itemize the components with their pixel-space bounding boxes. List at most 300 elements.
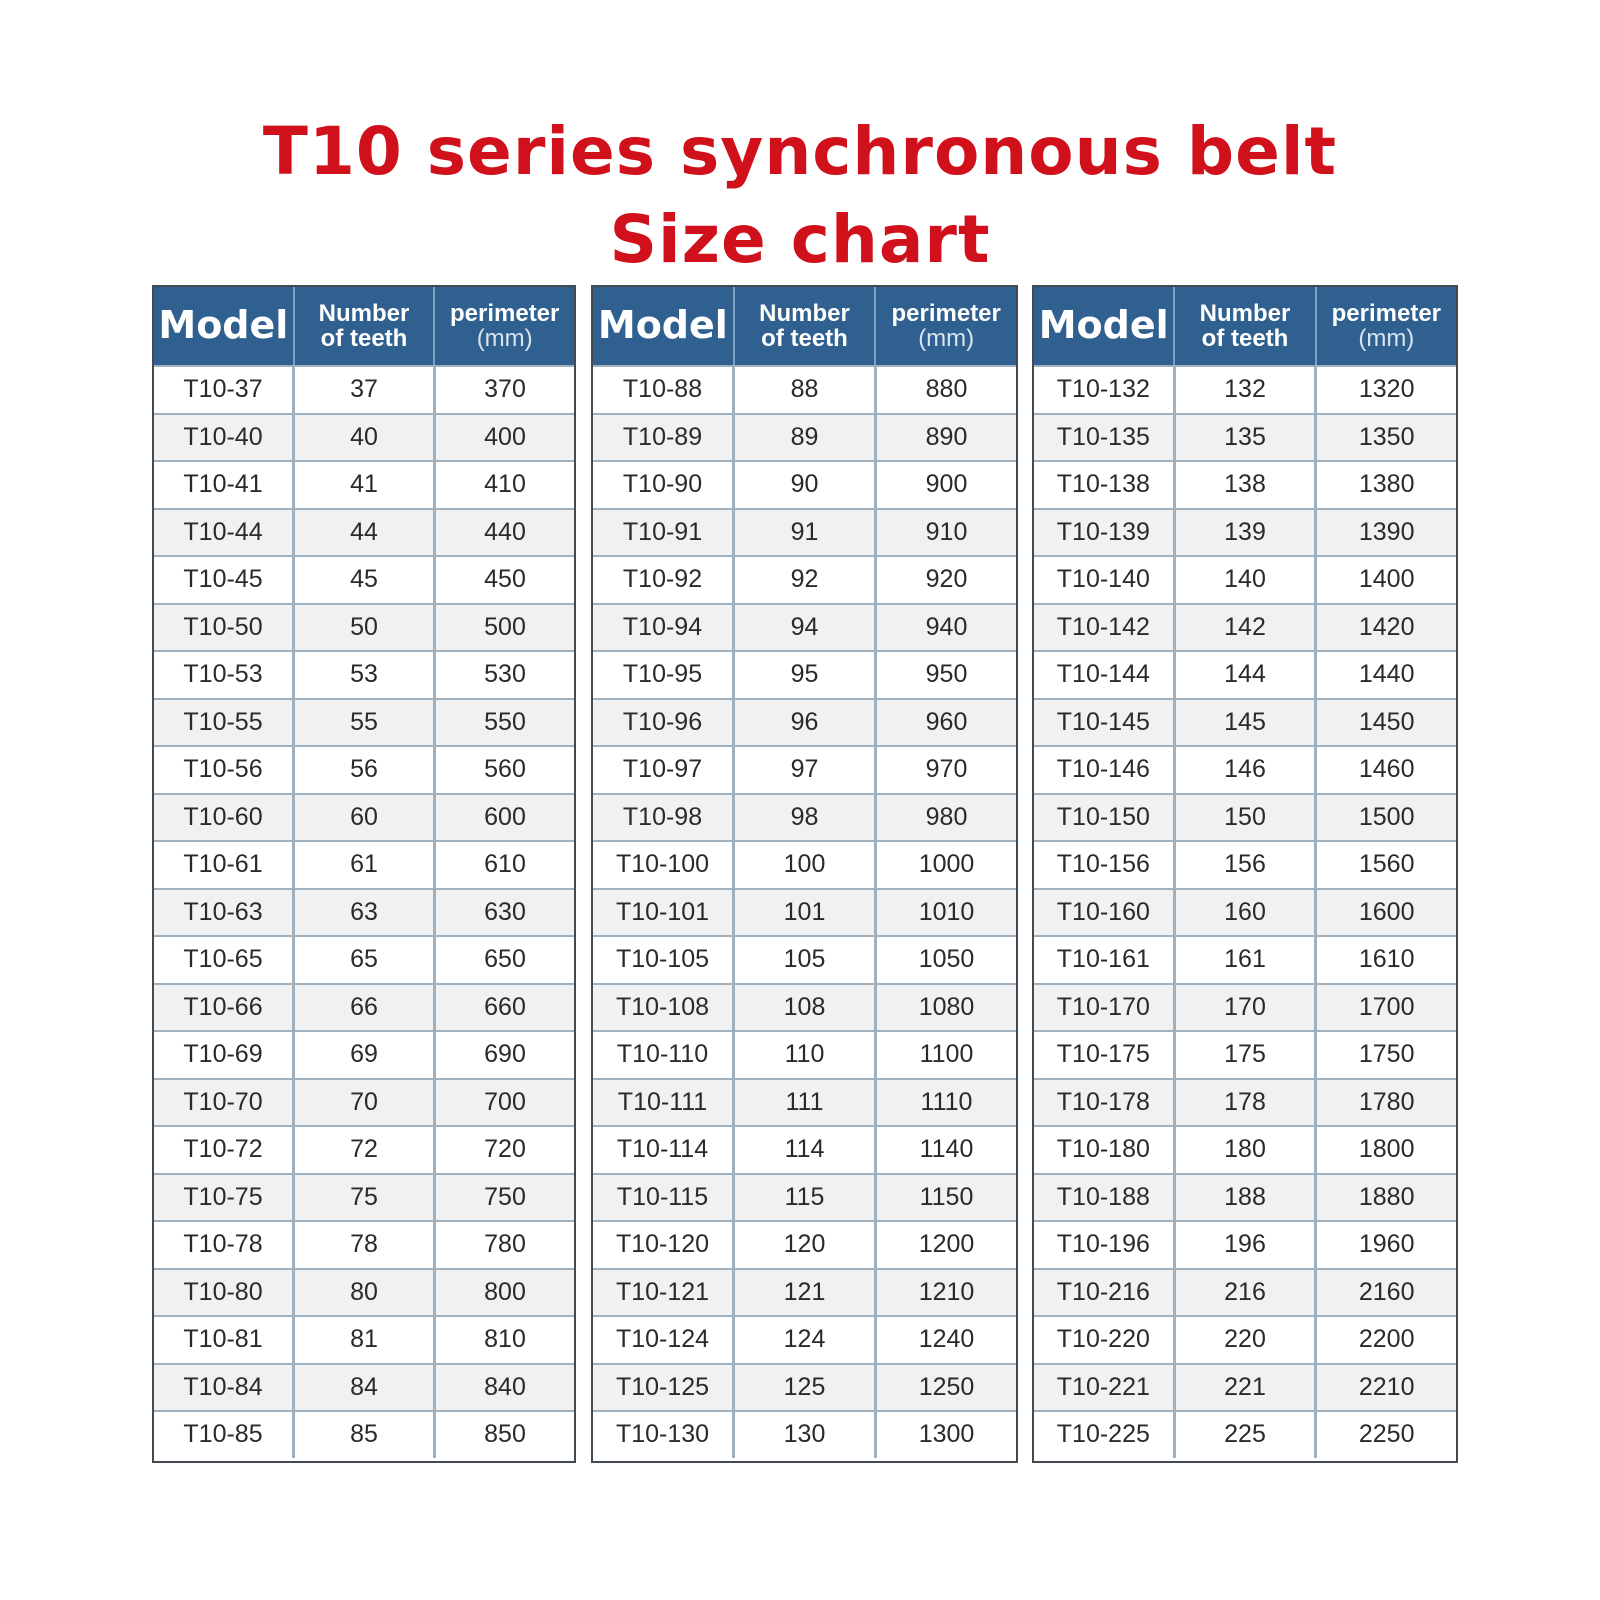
cell-model: T10-97 [593, 747, 735, 793]
cell-model: T10-130 [593, 1412, 735, 1458]
table-row [154, 460, 574, 508]
cell-model: T10-221 [1034, 1365, 1176, 1411]
cell-teeth: 145 [1176, 700, 1318, 746]
table-row [593, 365, 1016, 413]
cell-model: T10-146 [1034, 747, 1176, 793]
table-row [154, 365, 574, 413]
table-row [593, 1220, 1016, 1268]
cell-perimeter: 1600 [1358, 897, 1415, 926]
cell-teeth: 111 [735, 1080, 877, 1126]
table-row [154, 508, 574, 556]
cell-teeth: 92 [735, 557, 877, 603]
cell-model: T10-156 [1034, 842, 1176, 888]
cell-teeth: 160 [1176, 890, 1318, 936]
table-row [1034, 1220, 1456, 1268]
cell-teeth: 98 [735, 795, 877, 841]
cell-model: T10-142 [1034, 605, 1176, 651]
cell-perimeter: 450 [484, 565, 526, 594]
cell-perimeter: 610 [484, 850, 526, 879]
cell-model: T10-95 [593, 652, 735, 698]
table-row [593, 555, 1016, 603]
cell-teeth: 121 [735, 1270, 877, 1316]
cell-model: T10-132 [1034, 367, 1176, 413]
cell-model: T10-75 [154, 1175, 295, 1221]
cell-teeth: 85 [295, 1412, 436, 1458]
table-row [593, 888, 1016, 936]
table-row [154, 1315, 574, 1363]
cell-teeth: 63 [295, 890, 436, 936]
header-perimeter-unit: (mm) [1358, 325, 1415, 352]
cell-perimeter: 1320 [1358, 375, 1415, 404]
cell-teeth: 45 [295, 557, 436, 603]
header-perimeter-line1: perimeter [449, 299, 560, 327]
cell-model: T10-180 [1034, 1127, 1176, 1173]
table-row [593, 935, 1016, 983]
cell-perimeter: 1960 [1358, 1230, 1415, 1259]
cell-teeth: 142 [1176, 605, 1318, 651]
table-row [154, 603, 574, 651]
table-row [593, 1315, 1016, 1363]
cell-teeth: 115 [735, 1175, 877, 1221]
cell-perimeter: 1880 [1358, 1182, 1415, 1211]
cell-model: T10-124 [593, 1317, 735, 1363]
cell-perimeter: 410 [484, 470, 526, 499]
header-teeth-line1: Number [318, 299, 410, 327]
table-row [154, 983, 574, 1031]
header-perimeter [876, 287, 1016, 365]
cell-perimeter: 1100 [919, 1040, 974, 1069]
header-teeth-line1: Number [1199, 299, 1291, 327]
cell-model: T10-41 [154, 462, 295, 508]
table-row [1034, 1410, 1456, 1458]
cell-model: T10-66 [154, 985, 295, 1031]
cell-perimeter: 1450 [1358, 707, 1415, 736]
table-row [154, 1173, 574, 1221]
table-row [1034, 650, 1456, 698]
table-body [1034, 365, 1456, 1458]
table-row [154, 1363, 574, 1411]
table-row [154, 413, 574, 461]
cell-model: T10-150 [1034, 795, 1176, 841]
cell-teeth: 144 [1176, 652, 1318, 698]
table-row [1034, 840, 1456, 888]
cell-teeth: 55 [295, 700, 436, 746]
table-row [1034, 888, 1456, 936]
cell-perimeter: 1380 [1358, 470, 1415, 499]
cell-perimeter: 1000 [918, 850, 975, 879]
table-row [1034, 1125, 1456, 1173]
cell-teeth: 84 [295, 1365, 436, 1411]
cell-perimeter: 1440 [1358, 660, 1415, 689]
cell-perimeter: 900 [925, 470, 968, 499]
cell-model: T10-216 [1034, 1270, 1176, 1316]
table-row [1034, 603, 1456, 651]
cell-perimeter: 720 [484, 1135, 526, 1164]
table-row [1034, 1363, 1456, 1411]
cell-model: T10-69 [154, 1032, 295, 1078]
cell-model: T10-84 [154, 1365, 295, 1411]
header-perimeter [1317, 287, 1456, 365]
cell-perimeter: 1210 [918, 1277, 975, 1306]
table-row [1034, 793, 1456, 841]
cell-model: T10-139 [1034, 510, 1176, 556]
cell-perimeter: 960 [925, 707, 968, 736]
cell-model: T10-170 [1034, 985, 1176, 1031]
cell-teeth: 225 [1176, 1412, 1318, 1458]
cell-perimeter: 1500 [1358, 802, 1415, 831]
cell-model: T10-72 [154, 1127, 295, 1173]
table-row [154, 793, 574, 841]
cell-perimeter: 940 [925, 612, 968, 641]
header-teeth-line2: of teeth [761, 325, 848, 352]
table-row [593, 460, 1016, 508]
cell-teeth: 90 [735, 462, 877, 508]
cell-perimeter: 970 [925, 755, 968, 784]
cell-teeth: 138 [1176, 462, 1318, 508]
cell-teeth: 170 [1176, 985, 1318, 1031]
cell-perimeter: 1080 [918, 992, 975, 1021]
table-row [593, 603, 1016, 651]
cell-perimeter: 550 [484, 707, 526, 736]
cell-teeth: 156 [1176, 842, 1318, 888]
cell-model: T10-110 [593, 1032, 735, 1078]
cell-model: T10-78 [154, 1222, 295, 1268]
cell-perimeter: 1420 [1358, 612, 1415, 641]
cell-perimeter: 1700 [1358, 992, 1415, 1021]
cell-model: T10-145 [1034, 700, 1176, 746]
header-perimeter [435, 287, 574, 365]
cell-model: T10-80 [154, 1270, 295, 1316]
cell-teeth: 60 [295, 795, 436, 841]
cell-perimeter: 2160 [1358, 1277, 1415, 1306]
table-row [593, 1125, 1016, 1173]
cell-teeth: 110 [735, 1032, 877, 1078]
cell-teeth: 88 [735, 367, 877, 413]
cell-teeth: 66 [295, 985, 436, 1031]
cell-teeth: 146 [1176, 747, 1318, 793]
table-row [1034, 1078, 1456, 1126]
cell-perimeter: 950 [925, 660, 968, 689]
header-perimeter-unit: (mm) [918, 325, 975, 352]
cell-perimeter: 780 [484, 1230, 526, 1259]
cell-model: T10-161 [1034, 937, 1176, 983]
table-row [593, 840, 1016, 888]
cell-teeth: 188 [1176, 1175, 1318, 1221]
cell-model: T10-140 [1034, 557, 1176, 603]
cell-perimeter: 850 [484, 1420, 526, 1449]
cell-model: T10-144 [1034, 652, 1176, 698]
cell-model: T10-138 [1034, 462, 1176, 508]
cell-teeth: 89 [735, 415, 877, 461]
table-row [154, 650, 574, 698]
cell-perimeter: 1140 [919, 1135, 974, 1164]
cell-model: T10-178 [1034, 1080, 1176, 1126]
cell-teeth: 56 [295, 747, 436, 793]
cell-perimeter: 700 [484, 1087, 526, 1116]
table-row [593, 650, 1016, 698]
cell-teeth: 61 [295, 842, 436, 888]
cell-teeth: 72 [295, 1127, 436, 1173]
cell-model: T10-175 [1034, 1032, 1176, 1078]
cell-teeth: 70 [295, 1080, 436, 1126]
cell-teeth: 100 [735, 842, 877, 888]
cell-perimeter: 630 [484, 897, 526, 926]
cell-model: T10-81 [154, 1317, 295, 1363]
cell-perimeter: 1200 [918, 1230, 975, 1259]
cell-perimeter: 2250 [1358, 1420, 1415, 1449]
cell-perimeter: 1560 [1358, 850, 1415, 879]
cell-teeth: 139 [1176, 510, 1318, 556]
cell-model: T10-60 [154, 795, 295, 841]
header-model: Model [154, 287, 295, 365]
cell-model: T10-50 [154, 605, 295, 651]
cell-perimeter: 690 [484, 1040, 526, 1069]
cell-model: T10-196 [1034, 1222, 1176, 1268]
cell-teeth: 53 [295, 652, 436, 698]
cell-model: T10-44 [154, 510, 295, 556]
header-perimeter-line1: perimeter [891, 299, 1001, 327]
cell-perimeter: 1250 [918, 1372, 975, 1401]
cell-perimeter: 750 [484, 1182, 526, 1211]
table-header-row [154, 287, 574, 365]
cell-perimeter: 1350 [1358, 422, 1415, 451]
cell-model: T10-85 [154, 1412, 295, 1458]
header-model: Model [593, 287, 735, 365]
cell-model: T10-108 [593, 985, 735, 1031]
cell-teeth: 41 [295, 462, 436, 508]
cell-perimeter: 2200 [1358, 1325, 1415, 1354]
table-header-row [1034, 287, 1456, 365]
cell-teeth: 175 [1176, 1032, 1318, 1078]
table-row [1034, 1030, 1456, 1078]
cell-model: T10-225 [1034, 1412, 1176, 1458]
cell-model: T10-100 [593, 842, 735, 888]
table-row [154, 1030, 574, 1078]
cell-perimeter: 920 [925, 565, 968, 594]
cell-teeth: 101 [735, 890, 877, 936]
cell-perimeter: 1780 [1358, 1087, 1415, 1116]
header-teeth-line2: of teeth [320, 325, 408, 352]
cell-perimeter: 440 [484, 517, 526, 546]
cell-model: T10-89 [593, 415, 735, 461]
table-row [154, 935, 574, 983]
cell-perimeter: 1400 [1358, 565, 1415, 594]
cell-model: T10-65 [154, 937, 295, 983]
cell-teeth: 80 [295, 1270, 436, 1316]
table-row [154, 840, 574, 888]
table-row [593, 508, 1016, 556]
cell-perimeter: 600 [484, 802, 526, 831]
table-row [593, 413, 1016, 461]
cell-model: T10-135 [1034, 415, 1176, 461]
cell-model: T10-45 [154, 557, 295, 603]
cell-teeth: 140 [1176, 557, 1318, 603]
cell-teeth: 132 [1176, 367, 1318, 413]
cell-teeth: 216 [1176, 1270, 1318, 1316]
cell-model: T10-111 [593, 1080, 735, 1126]
cell-perimeter: 1010 [918, 897, 975, 926]
cell-teeth: 91 [735, 510, 877, 556]
cell-teeth: 221 [1176, 1365, 1318, 1411]
table-row [154, 698, 574, 746]
cell-perimeter: 910 [925, 517, 968, 546]
cell-perimeter: 530 [484, 660, 526, 689]
cell-model: T10-125 [593, 1365, 735, 1411]
cell-model: T10-188 [1034, 1175, 1176, 1221]
size-table-3 [1032, 285, 1458, 1463]
table-row [154, 1078, 574, 1126]
cell-perimeter: 1300 [918, 1420, 975, 1449]
cell-perimeter: 1800 [1358, 1135, 1415, 1164]
cell-model: T10-220 [1034, 1317, 1176, 1363]
table-row [154, 888, 574, 936]
size-table-2 [591, 285, 1018, 1463]
cell-model: T10-91 [593, 510, 735, 556]
cell-model: T10-37 [154, 367, 295, 413]
cell-model: T10-55 [154, 700, 295, 746]
cell-model: T10-115 [593, 1175, 735, 1221]
cell-model: T10-94 [593, 605, 735, 651]
page-subtitle: Size chart [609, 201, 991, 278]
table-row [1034, 1315, 1456, 1363]
cell-perimeter: 400 [484, 422, 526, 451]
cell-perimeter: 1240 [918, 1325, 975, 1354]
cell-perimeter: 810 [484, 1325, 526, 1354]
table-row [154, 745, 574, 793]
cell-model: T10-61 [154, 842, 295, 888]
table-row [1034, 365, 1456, 413]
cell-teeth: 130 [735, 1412, 877, 1458]
table-row [1034, 555, 1456, 603]
header-number-of-teeth [735, 287, 877, 365]
cell-model: T10-121 [593, 1270, 735, 1316]
cell-perimeter: 1110 [920, 1087, 973, 1116]
cell-perimeter: 800 [484, 1277, 526, 1306]
cell-model: T10-92 [593, 557, 735, 603]
cell-model: T10-114 [593, 1127, 735, 1173]
cell-teeth: 150 [1176, 795, 1318, 841]
table-row [1034, 698, 1456, 746]
cell-teeth: 37 [295, 367, 436, 413]
header-perimeter-unit: (mm) [476, 325, 533, 352]
cell-teeth: 97 [735, 747, 877, 793]
cell-teeth: 135 [1176, 415, 1318, 461]
cell-teeth: 220 [1176, 1317, 1318, 1363]
cell-teeth: 180 [1176, 1127, 1318, 1173]
cell-perimeter: 500 [484, 612, 526, 641]
cell-teeth: 161 [1176, 937, 1318, 983]
cell-perimeter: 1050 [918, 945, 975, 974]
table-row [1034, 1268, 1456, 1316]
table-row [593, 1030, 1016, 1078]
header-number-of-teeth [1175, 287, 1316, 365]
cell-teeth: 69 [295, 1032, 436, 1078]
cell-model: T10-70 [154, 1080, 295, 1126]
cell-model: T10-105 [593, 937, 735, 983]
cell-teeth: 108 [735, 985, 877, 1031]
table-header-row [593, 287, 1016, 365]
cell-teeth: 120 [735, 1222, 877, 1268]
cell-perimeter: 1390 [1358, 517, 1415, 546]
cell-model: T10-90 [593, 462, 735, 508]
cell-perimeter: 980 [925, 802, 968, 831]
table-row [593, 745, 1016, 793]
table-row [154, 1125, 574, 1173]
cell-model: T10-160 [1034, 890, 1176, 936]
cell-perimeter: 2210 [1358, 1372, 1415, 1401]
cell-model: T10-53 [154, 652, 295, 698]
cell-teeth: 94 [735, 605, 877, 651]
page-title: T10 series synchronous belt [262, 113, 1338, 190]
table-row [593, 1268, 1016, 1316]
cell-model: T10-120 [593, 1222, 735, 1268]
table-row [593, 1363, 1016, 1411]
table-row [154, 1410, 574, 1458]
table-row [593, 983, 1016, 1031]
cell-model: T10-101 [593, 890, 735, 936]
cell-teeth: 196 [1176, 1222, 1318, 1268]
cell-teeth: 81 [295, 1317, 436, 1363]
table-row [593, 1173, 1016, 1221]
cell-perimeter: 560 [484, 755, 526, 784]
cell-teeth: 105 [735, 937, 877, 983]
table-row [1034, 460, 1456, 508]
cell-perimeter: 1150 [919, 1182, 974, 1211]
cell-perimeter: 1460 [1358, 755, 1415, 784]
size-table-1 [152, 285, 576, 1463]
cell-teeth: 44 [295, 510, 436, 556]
cell-teeth: 114 [735, 1127, 877, 1173]
table-row [154, 555, 574, 603]
table-row [1034, 983, 1456, 1031]
cell-teeth: 65 [295, 937, 436, 983]
cell-perimeter: 650 [484, 945, 526, 974]
cell-teeth: 50 [295, 605, 436, 651]
cell-model: T10-96 [593, 700, 735, 746]
cell-teeth: 40 [295, 415, 436, 461]
table-body [593, 365, 1016, 1458]
cell-perimeter: 660 [484, 992, 526, 1021]
cell-model: T10-63 [154, 890, 295, 936]
cell-teeth: 95 [735, 652, 877, 698]
cell-teeth: 124 [735, 1317, 877, 1363]
header-teeth-line2: of teeth [1201, 325, 1289, 352]
table-row [1034, 413, 1456, 461]
table-row [1034, 1173, 1456, 1221]
table-row [154, 1268, 574, 1316]
table-row [593, 793, 1016, 841]
table-row [154, 1220, 574, 1268]
table-row [593, 1078, 1016, 1126]
header-model: Model [1034, 287, 1175, 365]
table-row [1034, 508, 1456, 556]
cell-model: T10-40 [154, 415, 295, 461]
table-row [1034, 745, 1456, 793]
table-row [593, 698, 1016, 746]
cell-perimeter: 1750 [1358, 1040, 1415, 1069]
table-body [154, 365, 574, 1458]
cell-teeth: 125 [735, 1365, 877, 1411]
cell-model: T10-98 [593, 795, 735, 841]
cell-perimeter: 880 [925, 375, 968, 404]
header-number-of-teeth [295, 287, 436, 365]
cell-model: T10-88 [593, 367, 735, 413]
cell-teeth: 78 [295, 1222, 436, 1268]
header-perimeter-line1: perimeter [1331, 299, 1442, 327]
table-row [593, 1410, 1016, 1458]
table-row [1034, 935, 1456, 983]
cell-perimeter: 370 [484, 375, 526, 404]
